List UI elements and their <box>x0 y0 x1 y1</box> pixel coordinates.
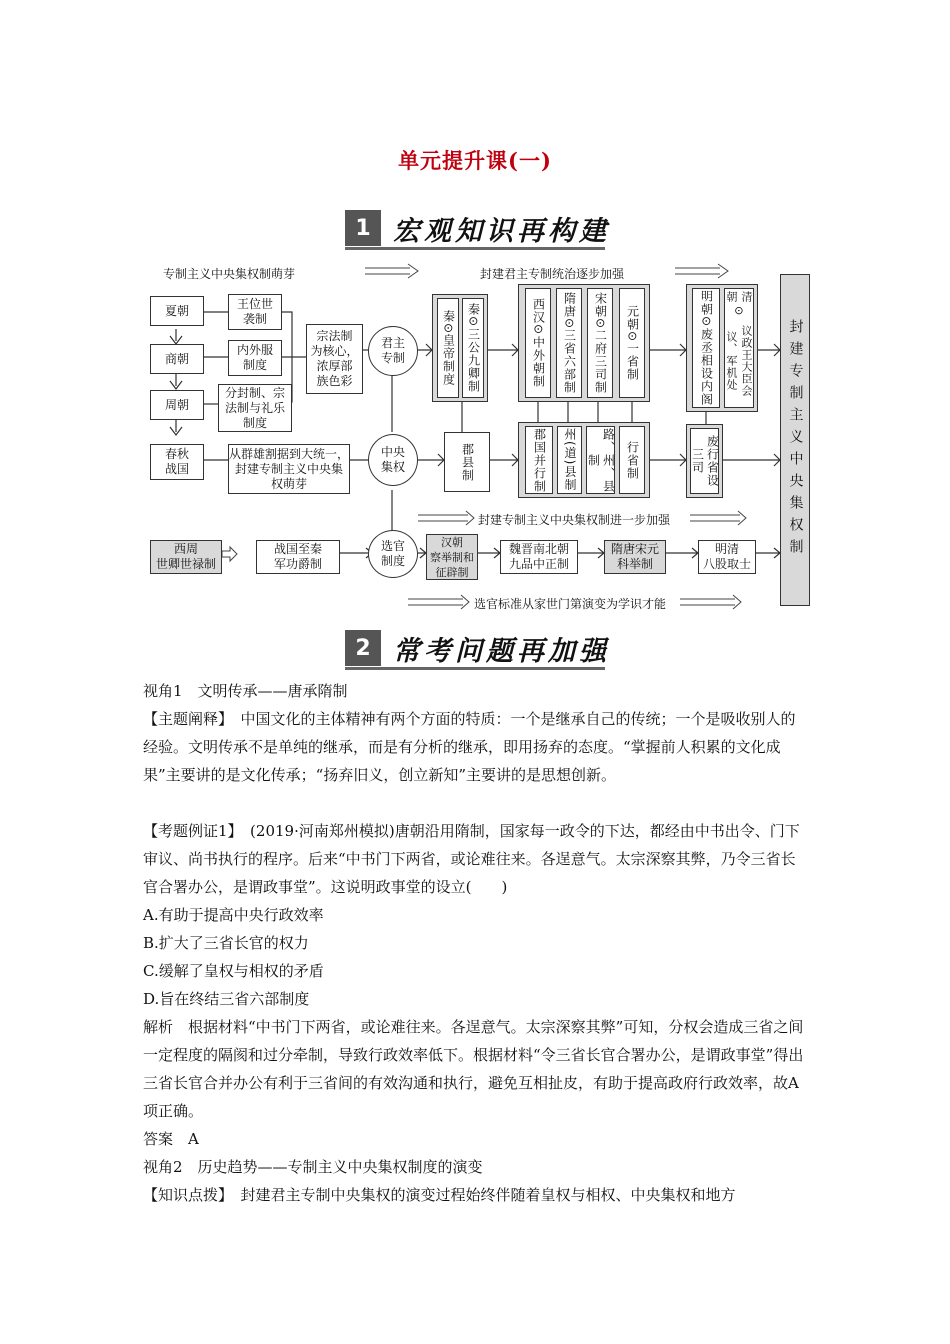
col-qin-sangong: 秦 ⊙ 三公九卿制 <box>462 298 484 398</box>
option-d: D.旨在终结三省六部制度 <box>143 990 310 1008</box>
answer: 答案 A <box>143 1130 199 1148</box>
section-title: 宏观知识再构建 <box>393 215 610 247</box>
note-chunqiu: 从群雄割据到大统一， 封建专制主义中央集 权萌芽 <box>228 444 350 494</box>
mid-junguo: 郡国并行制 <box>525 426 553 494</box>
label-strengthen: 封建君主专制统治逐步加强 <box>480 267 625 281</box>
col-song: 宋朝 ⊙ 二府三司制 <box>587 288 613 398</box>
note-xia: 王位世 袭制 <box>228 294 282 330</box>
mid-junxian: 郡县制 <box>444 432 490 492</box>
label-further: 封建专制主义中央集权制进一步加强 <box>478 513 671 527</box>
page-title: 单元提升课(一) <box>398 148 552 173</box>
xuan-suitang: 隋唐宋元 科举制 <box>604 540 666 574</box>
dynasty-shang: 商朝 <box>150 344 204 374</box>
xuan-xizhou: 西周 世卿世禄制 <box>150 540 222 574</box>
perspective-2: 视角2 历史趋势——专制主义中央集权制度的演变 <box>143 1158 483 1176</box>
node-zhongyang: 中央 集权 <box>368 434 418 486</box>
analysis: 解析 根据材料“中书门下两省，或论难往来。各逞意气。太宗深察其弊”可知，分权会造成三省之间一定程度的隔阂和过分牵制，导致行政效率低下。根据材料“令三省长官合署办公，是谓政事堂”得出三省长官合并办公有利于三省间的有效沟通和执行，避免互相扯皮，有助于提高政府行政效率，故A项正确。 <box>143 1018 804 1120</box>
xuan-zhanguo: 战国至秦 军功爵制 <box>256 540 340 574</box>
section-banner-2 <box>345 630 610 666</box>
mid-xingsheng: 行省制 <box>619 426 645 494</box>
col-suitang: 隋唐 ⊙ 三省六部制 <box>556 288 582 398</box>
col-qin-huangdi: 秦 ⊙ 皇帝制度 <box>437 298 459 398</box>
note-shang: 内外服 制度 <box>228 340 282 376</box>
section-title: 常考问题再加强 <box>393 635 610 667</box>
theme-explanation: 【主题阐释】 中国文化的主体精神有两个方面的特质：一个是继承自己的传统；一个是吸收别人的经验。文明传承不是单纯的继承，而是有分析的继承，即用扬弃的态度。“掌握前人积累的文化成果”主要讲的是文化传承；“扬弃旧义，创立新知”主要讲的是思想创新。 <box>143 710 796 784</box>
xuan-han: 汉朝 察举制和 征辟制 <box>426 534 478 580</box>
col-yuan: 元朝 ⊙ 一省制 <box>619 288 645 398</box>
note-zhou: 分封制、宗 法制与礼乐 制度 <box>218 384 292 432</box>
perspective-1: 视角1 文明传承——唐承隋制 <box>143 682 348 700</box>
xuan-mingqing: 明清 八股取士 <box>698 540 756 574</box>
final-column: 封建专制主义中央集权制 <box>780 274 810 606</box>
col-qing: 清朝 ⊙ 议政王大臣会议、军机处 <box>724 288 754 408</box>
knowledge-tip: 【知识点拨】 封建君主专制中央集权的演变过程始终伴随着皇权与相权、中央集权和地方 <box>143 1186 736 1204</box>
col-xihan: 西汉 ⊙ 中外朝制 <box>525 288 551 398</box>
dynasty-xia: 夏朝 <box>150 296 204 326</box>
section-number: 1 <box>345 210 381 246</box>
dynasty-zhou: 周朝 <box>150 390 204 420</box>
mid-sansi: 废行省设三司 <box>690 428 719 494</box>
exam-example-1: 【考题例证1】 (2019·河南郑州模拟)唐朝沿用隋制，国家每一政令的下达，都经由中书出令、门下审议、尚书执行的程序。后来“中书门下两省，或论难往来。各逞意气。太宗深察其弊，乃令三省长官合署办公，是谓政事堂”。这说明政事堂的设立( ) <box>143 822 800 896</box>
label-germination: 专制主义中央集权制萌芽 <box>163 267 296 281</box>
option-a: A.有助于提高中央行政效率 <box>143 906 324 924</box>
section-number: 2 <box>345 630 381 666</box>
option-c: C.缓解了皇权与相权的矛盾 <box>143 962 324 980</box>
node-xuanguan: 选官 制度 <box>368 530 418 578</box>
label-selection-trend: 选官标准从家世门第演变为学识才能 <box>474 597 667 611</box>
mid-zhoudao: 州(道)县制 <box>557 426 582 494</box>
option-b: B.扩大了三省长官的权力 <box>143 934 309 952</box>
mid-luzhou: 路、州、县制 <box>586 427 616 493</box>
node-junzhu: 君主 专制 <box>368 326 418 376</box>
col-ming: 明朝 ⊙ 废丞相设内阁 <box>692 288 720 408</box>
xuan-weijin: 魏晋南北朝 九品中正制 <box>500 540 578 574</box>
dynasty-chunqiu: 春秋 战国 <box>150 444 204 480</box>
zongfa-box: 宗法制 为核心， 浓厚部 族色彩 <box>306 324 363 394</box>
